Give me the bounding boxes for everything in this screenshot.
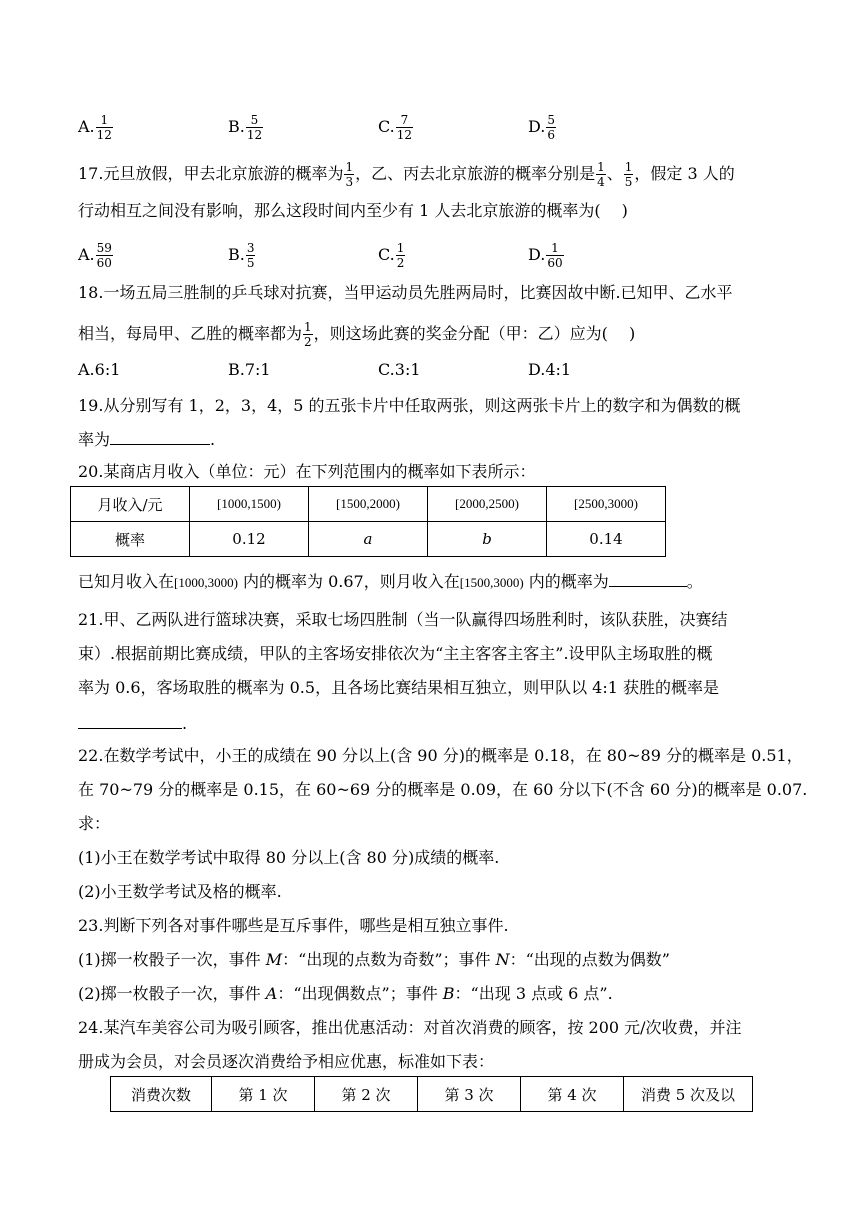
q24-line-2: 册成为会员，对会员逐次消费给予相应优惠，标准如下表： — [78, 1052, 495, 1071]
fraction: $\frac{1}{12}$ — [96, 113, 112, 142]
table-cell: 概率 — [71, 522, 190, 557]
q23-sub-1: (1)掷一枚骰子一次，事件 M：“出现的点数为奇数”；事件 N：“出现的点数为偶数” — [78, 950, 670, 969]
table-header-cell: 第 2 次 — [315, 1077, 418, 1112]
table-cell: 0.12 — [190, 522, 309, 557]
fraction: $\frac{5}{12}$ — [246, 113, 263, 142]
table-header-cell: [2000,2500) — [428, 487, 547, 522]
q17-option-c: C. $\frac{1}{2}$ — [378, 241, 405, 270]
answer-blank — [609, 570, 687, 587]
q17-option-b: B. $\frac{3}{5}$ — [228, 241, 255, 270]
table-row — [71, 487, 666, 522]
table-cell: 0.14 — [547, 522, 666, 557]
table-header-cell: 消费 5 次及以 — [624, 1077, 753, 1112]
answer-blank — [78, 712, 182, 729]
q24-line-1: 24.某汽车美容公司为吸引顾客，推出优惠活动：对首次消费的顾客，按 200 元/次收费，并注 — [78, 1018, 742, 1037]
q21-line-2: 束）.根据前期比赛成绩，甲队的主客场安排依次为“主主客客主客主”.设甲队主场取胜的概 — [78, 644, 713, 663]
table-header-cell: 第 1 次 — [212, 1077, 315, 1112]
q18-option-b: B.7:1 — [228, 360, 271, 379]
q17-line-1: 17.元旦放假，甲去北京旅游的概率为 $\frac{1}{3}$ ，乙、丙去北京旅游的概率分别是 $\frac{1}{4}$ 、 $\frac{1}{5}$ ，假定 3 人的 — [78, 160, 735, 189]
q18-option-c: C.3:1 — [378, 360, 421, 379]
q21-line-1: 21.甲、乙两队进行篮球决赛，采取七场四胜制（当一队赢得四场胜利时，该队获胜，决赛结 — [78, 610, 728, 629]
q22-line-2: 在 70~79 分的概率是 0.15，在 60~69 分的概率是 0.09，在 60 分以下(不含 60 分)的概率是 0.07. — [78, 780, 808, 799]
q23-line-1: 23.判断下列各对事件哪些是互斥事件，哪些是相互独立事件. — [78, 916, 509, 935]
q20-table — [70, 486, 666, 557]
q18-line-1: 18.一场五局三胜制的乒乓球对抗赛，当甲运动员先胜两局时，比赛因故中断.已知甲、乙水平 — [78, 283, 733, 302]
table-row — [71, 522, 666, 557]
q22-line-3: 求： — [78, 814, 111, 833]
q17-line-2: 行动相互之间没有影响，那么这段时间内至少有 1 人去北京旅游的概率为( ) — [78, 201, 628, 220]
q20-line-1: 20.某商店月收入（单位：元）在下列范围内的概率如下表所示： — [78, 462, 536, 481]
q16-option-a: A. $\frac{1}{12}$ — [78, 113, 112, 142]
q22-line-1: 22.在数学考试中，小王的成绩在 90 分以上(含 90 分)的概率是 0.18，在 80~89 分的概率是 0.51， — [78, 746, 803, 765]
q16-option-b: B. $\frac{5}{12}$ — [228, 113, 263, 142]
q17-option-d: D. $\frac{1}{60}$ — [528, 241, 563, 270]
q16-option-c: C. $\frac{7}{12}$ — [378, 113, 413, 142]
fraction: $\frac{3}{5}$ — [246, 241, 255, 270]
q18-line-2: 相当，每局甲、乙胜的概率都为 $\frac{1}{2}$ ，则这场此赛的奖金分配（甲：乙）应为( ) — [78, 320, 636, 349]
table-header-cell: 第 3 次 — [418, 1077, 521, 1112]
q21-line-3: 率为 0.6，客场取胜的概率为 0.5，且各场比赛结果相互独立，则甲队以 4:1 获胜的概率是 — [78, 678, 719, 697]
table-row — [111, 1077, 753, 1112]
fraction: $\frac{1}{4}$ — [597, 160, 605, 189]
q19-line-1: 19.从分别写有 1，2，3，4，5 的五张卡片中任取两张，则这两张卡片上的数字和为偶数的概 — [78, 396, 741, 415]
q24-table — [110, 1076, 753, 1112]
table-cell: b — [428, 522, 547, 557]
table-header-cell: [2500,3000) — [547, 487, 666, 522]
table-header-cell: [1000,1500) — [190, 487, 309, 522]
table-header-cell: 第 4 次 — [521, 1077, 624, 1112]
fraction: $\frac{1}{3}$ — [345, 160, 354, 189]
fraction: $\frac{7}{12}$ — [396, 113, 413, 142]
q19-line-2: 率为 . — [78, 430, 216, 449]
fraction: $\frac{59}{60}$ — [96, 241, 112, 270]
table-header-cell: 消费次数 — [111, 1077, 212, 1112]
q16-option-d: D. $\frac{5}{6}$ — [528, 113, 555, 142]
q23-sub-2: (2)掷一枚骰子一次，事件 A：“出现偶数点”；事件 B：“出现 3 点或 6 点”. — [78, 984, 613, 1003]
q21-line-4: . — [78, 712, 187, 734]
fraction: $\frac{1}{60}$ — [547, 241, 563, 270]
q22-sub-1: (1)小王在数学考试中取得 80 分以上(含 80 分)成绩的概率. — [78, 848, 500, 867]
fraction: $\frac{1}{2}$ — [304, 320, 312, 349]
q18-option-a: A.6:1 — [78, 360, 121, 379]
q18-option-d: D.4:1 — [528, 360, 572, 379]
q20-question: 已知月收入在[1000,3000) 内的概率为 0.67，则月收入在[1500,3000) 内的概率为 。 — [78, 572, 703, 591]
q17-option-a: A. $\frac{59}{60}$ — [78, 241, 112, 270]
fraction: $\frac{1}{5}$ — [624, 160, 633, 189]
fraction: $\frac{1}{2}$ — [396, 241, 405, 270]
table-cell: a — [309, 522, 428, 557]
fraction: $\frac{5}{6}$ — [547, 113, 555, 142]
table-header-cell: 月收入/元 — [71, 487, 190, 522]
q22-sub-2: (2)小王数学考试及格的概率. — [78, 882, 282, 901]
answer-blank — [110, 428, 210, 445]
table-header-cell: [1500,2000) — [309, 487, 428, 522]
